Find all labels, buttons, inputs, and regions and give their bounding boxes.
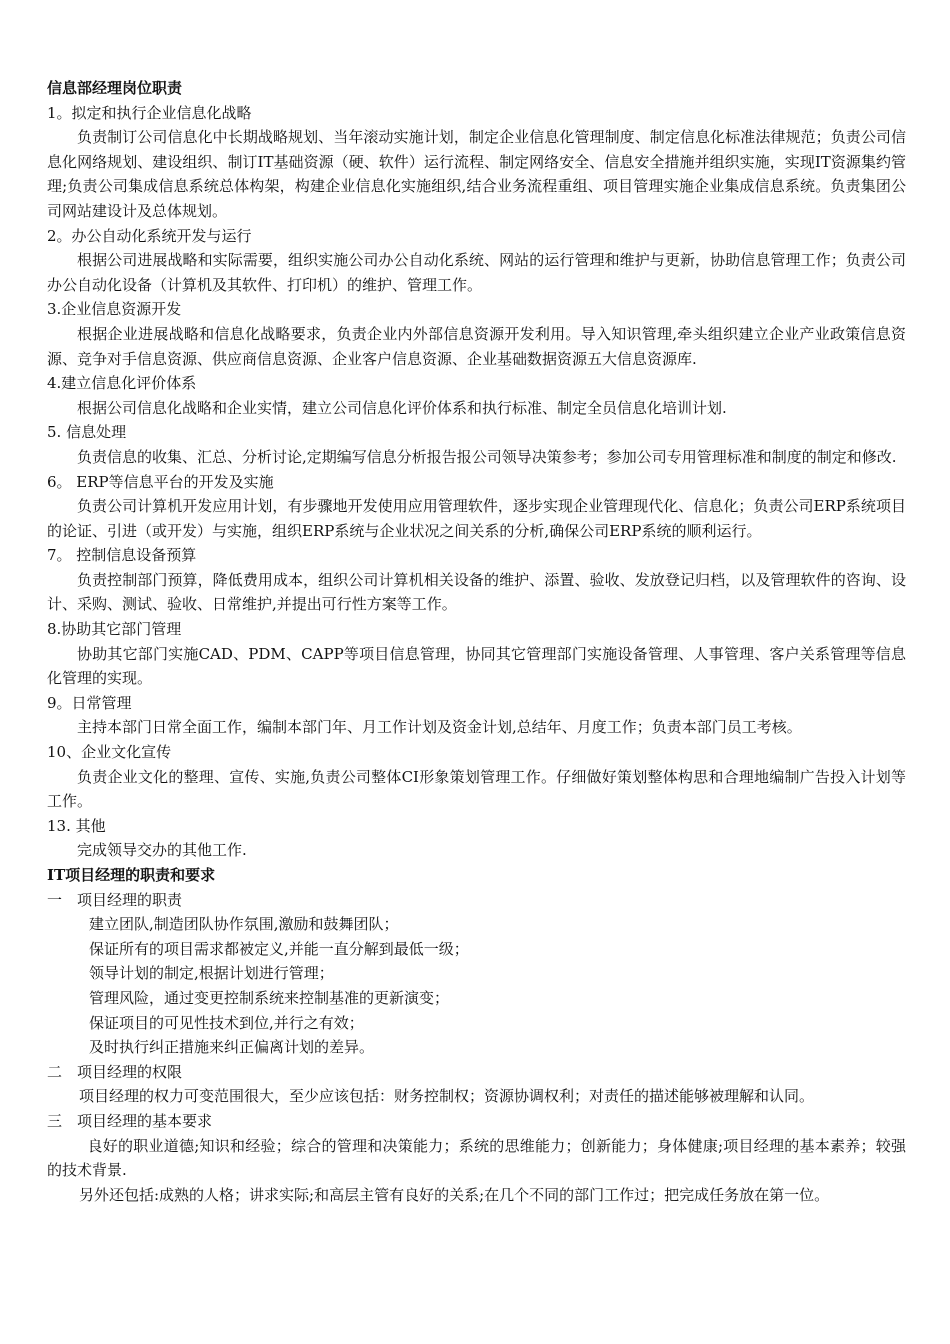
section-body: 完成领导交办的其他工作. bbox=[77, 841, 247, 860]
doc-title-2: IT项目经理的职责和要求 bbox=[47, 866, 216, 884]
section-heading: 7。 控制信息设备预算 bbox=[47, 546, 197, 565]
part1-heading: 一 项目经理的职责 bbox=[47, 890, 183, 909]
section-body: 根据公司进展战略和实际需要，组织实施公司办公自动化系统、网站的运行管理和维护与更新，协助信息管理工作；负责公司办公自动化设备（计算机及其软件、打印机）的维护、管理工作。 bbox=[47, 251, 906, 294]
part3-extra: 另外还包括:成熟的人格；讲求实际;和高层主管有良好的关系;在几个不同的部门工作过；把完成任务放在第一位。 bbox=[79, 1185, 830, 1204]
section-heading: 8.协助其它部门管理 bbox=[47, 620, 182, 639]
section-heading: 9。日常管理 bbox=[47, 693, 132, 712]
section-heading: 3.企业信息资源开发 bbox=[47, 300, 182, 319]
section-heading: 10、企业文化宣传 bbox=[47, 743, 172, 762]
section-body: 根据企业进展战略和信息化战略要求，负责企业内外部信息资源开发利用。导入知识管理,牵头组织建立企业产业政策信息资源、竞争对手信息资源、供应商信息资源、企业客户信息资源、企业基础数据资源五大信息资源库. bbox=[47, 324, 906, 368]
section-list bbox=[47, 101, 906, 863]
section-heading: 13. 其他 bbox=[47, 816, 106, 835]
section-body: 协助其它部门实施CAD、PDM、CAPP等项目信息管理，协同其它管理部门实施设备管理、人事管理、客户关系管理等信息化管理的实现。 bbox=[47, 644, 906, 688]
section-body: 根据公司信息化战略和企业实情，建立公司信息化评价体系和执行标准、制定全员信息化培训计划. bbox=[77, 398, 727, 417]
section-body: 主持本部门日常全面工作，编制本部门年、月工作计划及资金计划,总结年、月度工作；负责本部门员工考核。 bbox=[77, 718, 802, 737]
section-body: 负责企业文化的整理、宣传、实施,负责公司整体CI形象策划管理工作。仔细做好策划整体构思和合理地编制广告投入计划等工作。 bbox=[47, 767, 906, 811]
section-heading: 6。 ERP等信息平台的开发及实施 bbox=[47, 472, 274, 491]
section-heading: 1。拟定和执行企业信息化战略 bbox=[47, 103, 252, 122]
section-heading: 2。办公自动化系统开发与运行 bbox=[47, 226, 252, 245]
doc-title-1: 信息部经理岗位职责 bbox=[47, 79, 183, 97]
section-heading: 4.建立信息化评价体系 bbox=[47, 374, 197, 393]
list-item: 管理风险，通过变更控制系统来控制基准的更新演变； bbox=[89, 988, 450, 1007]
section-body: 负责制订公司信息化中长期战略规划、当年滚动实施计划，制定企业信息化管理制度、制定信息化标准法律规范；负责公司信息化网络规划、建设组织、制订IT基础资源（硬、软件）运行流程、制定网络安全、信息安全措施并组织实施，实现IT资源集约管理;负责公司集成信息系统总体构架，构建企业信息化实施组织,结合业务流程重组、项目管理实施企业集成信息系统。负责集团公司网站建设计及总体规划。 bbox=[47, 128, 906, 220]
list-item: 保证所有的项目需求都被定义,并能一直分解到最低一级； bbox=[89, 939, 469, 958]
part3-body: 良好的职业道德;知识和经验；综合的管理和决策能力；系统的思维能力；创新能力；身体健康;项目经理的基本素养；较强的技术背景. bbox=[47, 1136, 906, 1180]
section-body: 负责控制部门预算，降低费用成本，组织公司计算机相关设备的维护、添置、验收、发放登记归档，以及管理软件的咨询、设计、采购、测试、验收、日常维护,并提出可行性方案等工作。 bbox=[47, 570, 906, 614]
section-heading: 5. 信息处理 bbox=[47, 423, 127, 442]
section-body: 负责信息的收集、汇总、分析讨论,定期编写信息分析报告报公司领导决策参考；参加公司专用管理标准和制度的制定和修改. bbox=[77, 447, 897, 466]
list-item: 及时执行纠正措施来纠正偏离计划的差异。 bbox=[89, 1038, 375, 1057]
list-item: 领导计划的制定,根据计划进行管理； bbox=[89, 964, 334, 983]
list-item: 建立团队,制造团队协作氛围,激励和鼓舞团队； bbox=[89, 915, 399, 934]
list-item: 保证项目的可见性技术到位,并行之有效； bbox=[89, 1013, 364, 1032]
part3-heading: 三 项目经理的基本要求 bbox=[47, 1111, 213, 1130]
part2-heading: 二 项目经理的权限 bbox=[47, 1062, 183, 1081]
part2-body: 项目经理的权力可变范围很大，至少应该包括：财务控制权；资源协调权利；对责任的描述能够被理解和认同。 bbox=[79, 1087, 815, 1106]
section-body: 负责公司计算机开发应用计划，有步骤地开发使用应用管理软件，逐步实现企业管理现代化、信息化；负责公司ERP系统项目的论证、引进（或开发）与实施，组织ERP系统与企业状况之间关系的分析,确保公司ERP系统的顺利运行。 bbox=[47, 497, 906, 540]
